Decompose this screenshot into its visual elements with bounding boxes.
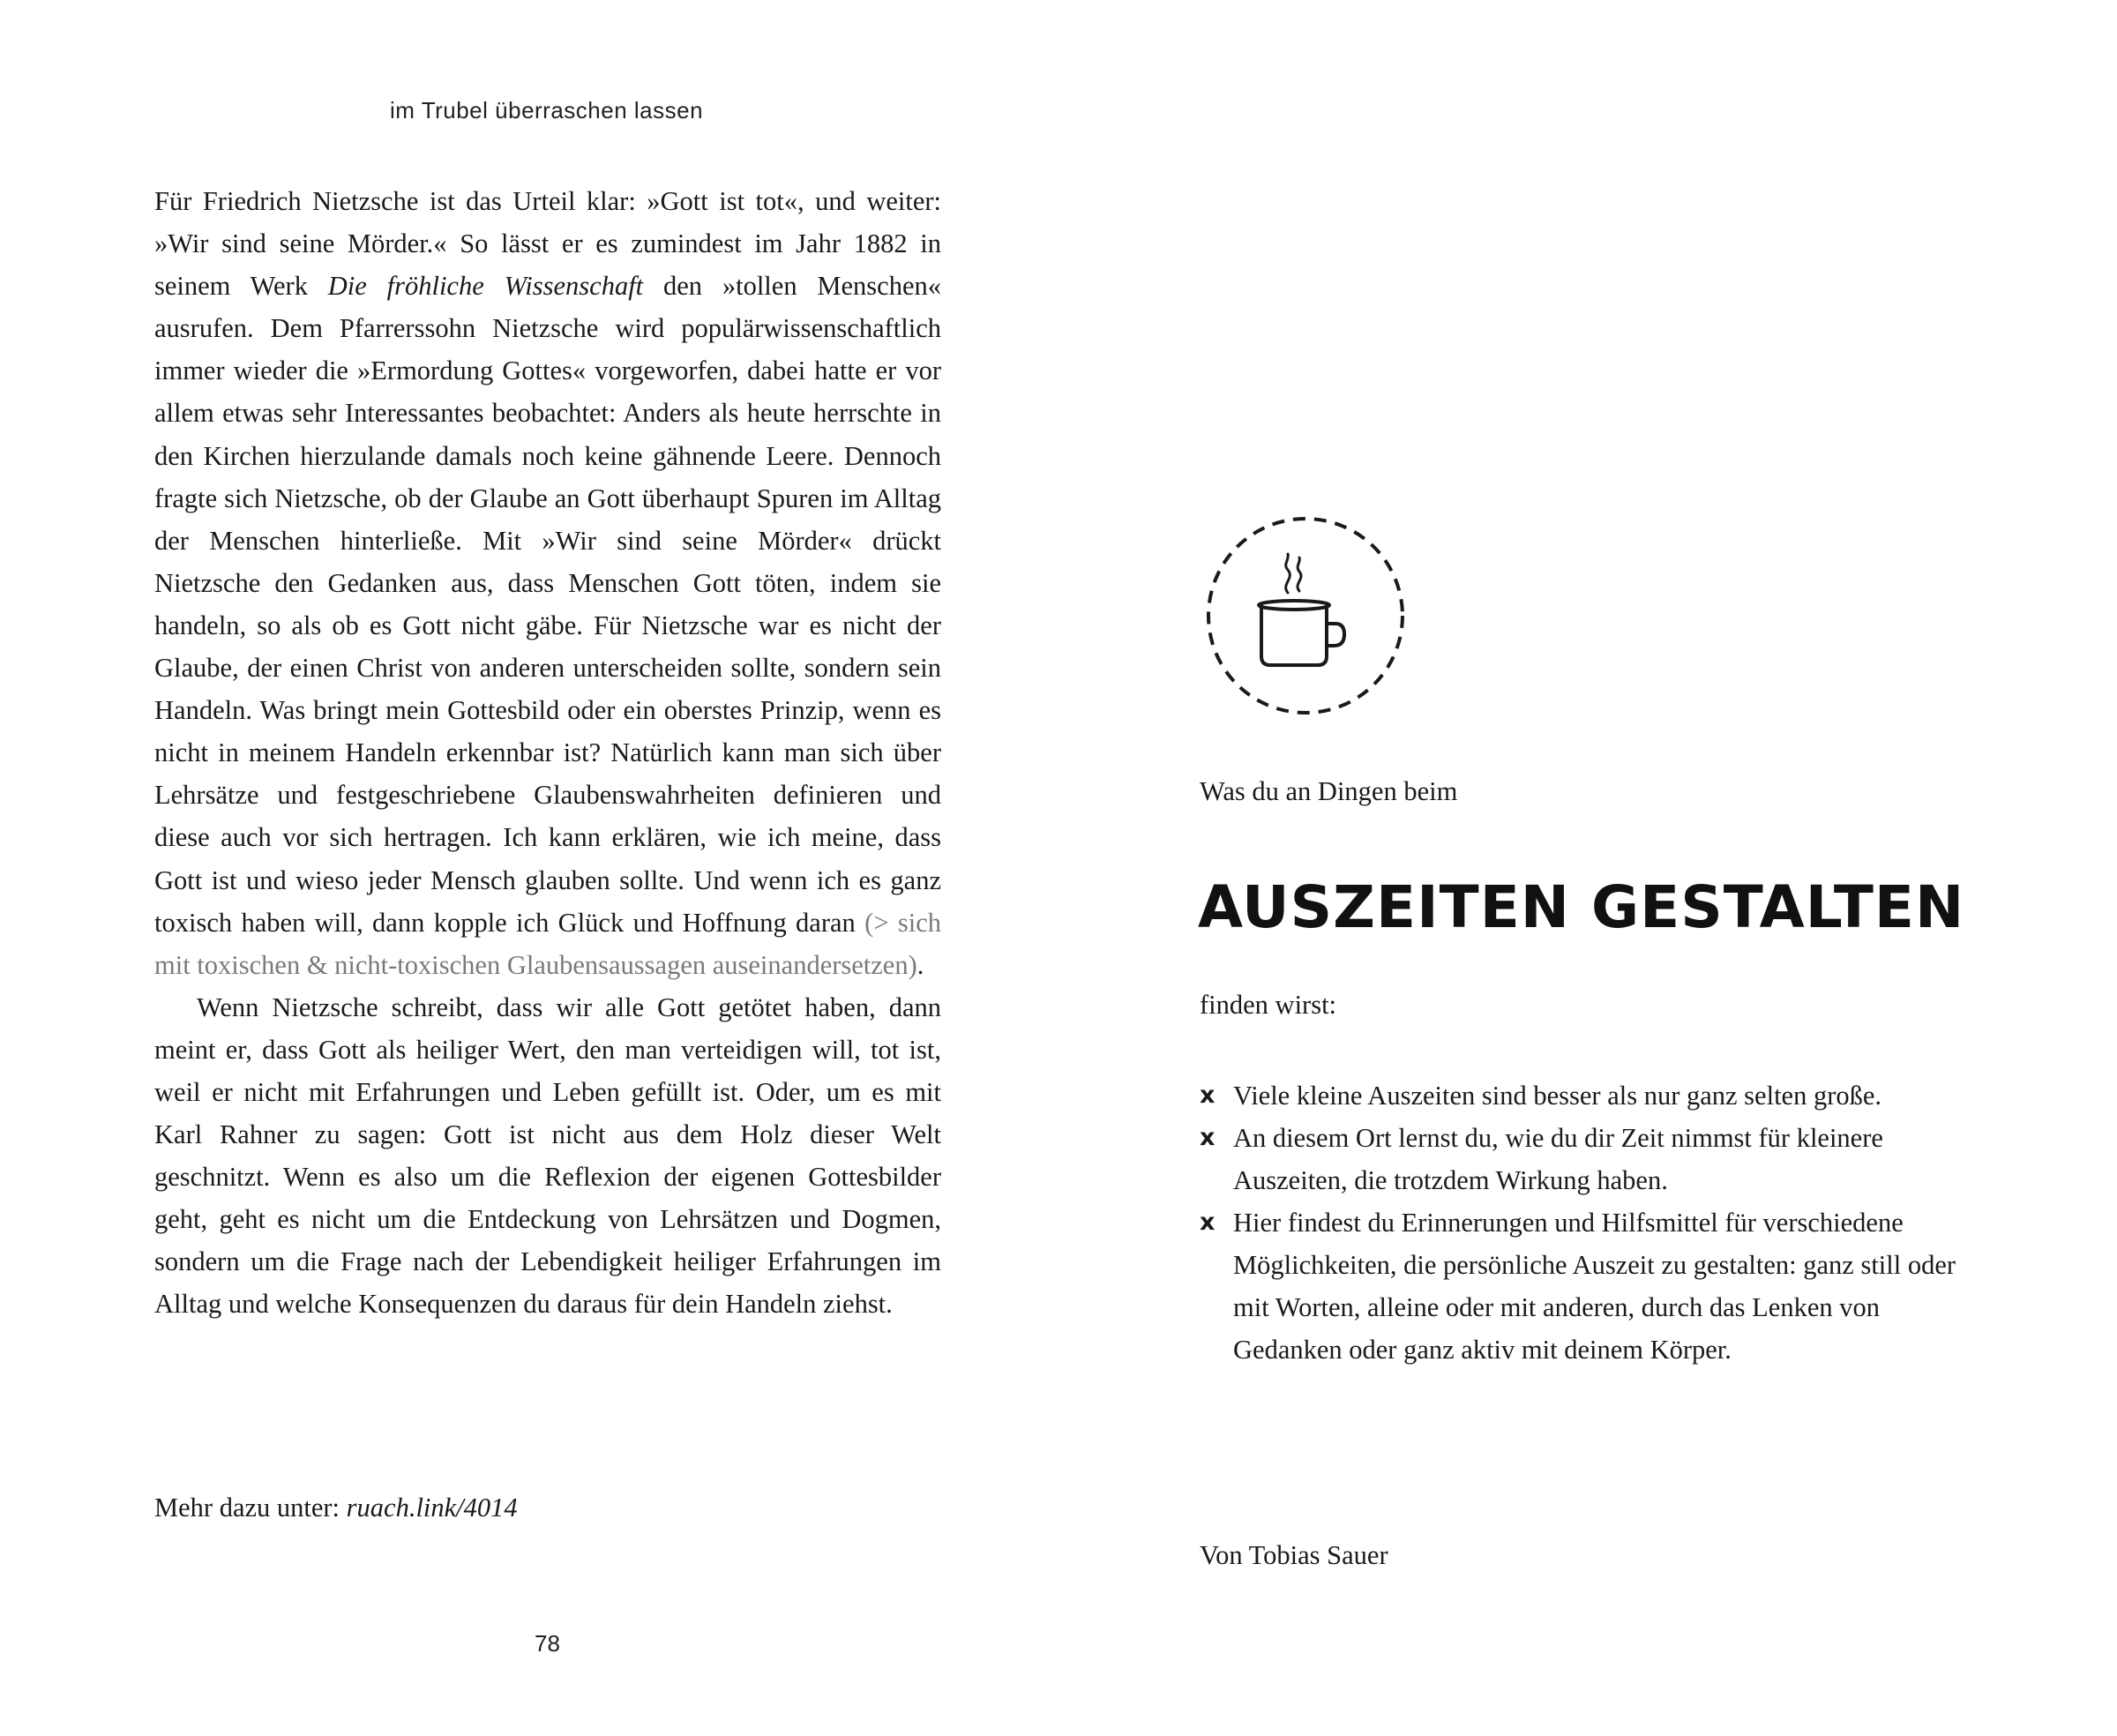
list-item-text: Viele kleine Auszeiten sind besser als nur ganz selten große. (1233, 1081, 1882, 1111)
list-item (1200, 1201, 1976, 1371)
list-item (1200, 1074, 1976, 1117)
paragraph-1-part-2: den »tollen Menschen« ausrufen. Dem Pfarrerssohn Nietzsche wird populärwissenschaftlich immer wieder die »Ermordung Gottes« vorgeworfen, dabei hatte er vor allem etwas sehr Interessantes beobachtet: Anders als heute herrschte in den Kirchen hierzulande damals noch keine gähnende Leere. Dennoch fragte sich Nietzsche, ob der Glaube an Gott überhaupt Spuren im Alltag der Menschen hinterließe. Mit »Wir sind seine Mörder« drückt Nietzsche den Gedanken aus, dass Menschen Gott töten, indem sie handeln, so als ob es Gott nicht gäbe. Für Nietzsche war es nicht der Glaube, der einen Christ von anderen unterscheiden sollte, sondern sein Handeln. Was bringt mein Gottesbild oder ein oberstes Prinzip, wenn es nicht in meinem Handeln erkennbar ist? Natürlich kann man sich über Lehrsätze und festgeschriebene Glaubenswahrheiten definieren und diese auch vor sich hertragen. Ich kann erklären, wie ich meine, dass Gott ist und wieso jeder Mensch glauben sollte. Und wenn ich es ganz toxisch haben will, dann kopple ich Glück und Hoffnung daran (154, 271, 941, 938)
section-title: AUSZEITEN GESTALTEN (1198, 873, 1965, 941)
bullet-x-icon: x (1200, 1124, 1216, 1151)
list-item-text: Hier findest du Erinnerungen und Hilfsmittel für verschiedene Möglichkeiten, die persönliche Auszeit zu gestalten: ganz still oder mit Worten, alleine oder mit anderen, durch das Lenken von Gedanken oder ganz aktiv mit deinem Körper. (1233, 1208, 1956, 1365)
bullet-x-icon: x (1200, 1081, 1216, 1109)
find-text: finden wirst: (1200, 990, 1337, 1020)
list-item (1200, 1117, 1976, 1201)
more-info-line (154, 1493, 518, 1523)
cross-reference-link[interactable]: (> sich mit toxischen & nicht-toxischen Glaubensaussagen auseinandersetzen) (154, 907, 941, 980)
dashed-circle-frame (1208, 519, 1403, 713)
list-item-text: An diesem Ort lernst du, wie du dir Zeit nimmst für kleinere Auszeiten, die trotzdem Wirkung haben. (1233, 1123, 1883, 1195)
page-number: 78 (535, 1630, 560, 1657)
paragraph-1-part-1: Für Friedrich Nietzsche ist das Urteil klar: »Gott ist tot«, und weiter: »Wir sind seine Mörder.« So lässt er es zumindest im Jahr 1882 in seinem Werk (154, 186, 941, 302)
running-head: im Trubel überraschen lassen (390, 97, 704, 123)
bullet-x-icon: x (1200, 1208, 1216, 1236)
body-text (154, 180, 941, 1326)
mug-shape (1259, 601, 1344, 665)
paragraph-2: Wenn Nietzsche schreibt, dass wir alle Gott getötet haben, dann meint er, dass Gott als heiliger Wert, den man verteidigen will, tot ist, weil er nicht mit Erfahrungen und Leben gefüllt ist. Oder, um es mit Karl Rahner zu sagen: Gott ist nicht aus dem Holz dieser Welt geschnitzt. Wenn es also um die Reflexion der eigenen Gottesbilder geht, geht es nicht um die Entdeckung von Lehrsätzen und Dogmen, sondern um die Frage nach der Lebendigkeit heiliger Erfahrungen im Alltag und welche Konsequenzen du daraus für dein Handeln ziehst. (154, 991, 941, 1320)
intro-text: Was du an Dingen beim (1200, 776, 1458, 806)
paragraph-1 (154, 180, 941, 986)
more-info-label: Mehr dazu unter: (154, 1493, 347, 1523)
author-credit: Von Tobias Sauer (1200, 1540, 1388, 1570)
steam-lines (1286, 554, 1301, 593)
more-info-link[interactable]: ruach.link/4014 (346, 1493, 518, 1523)
book-title: Die fröhliche Wissenschaft (327, 271, 644, 302)
paragraph-1-part-3: . (916, 949, 924, 980)
steaming-mug-icon (1203, 513, 1408, 718)
bullet-list (1200, 1074, 1976, 1371)
